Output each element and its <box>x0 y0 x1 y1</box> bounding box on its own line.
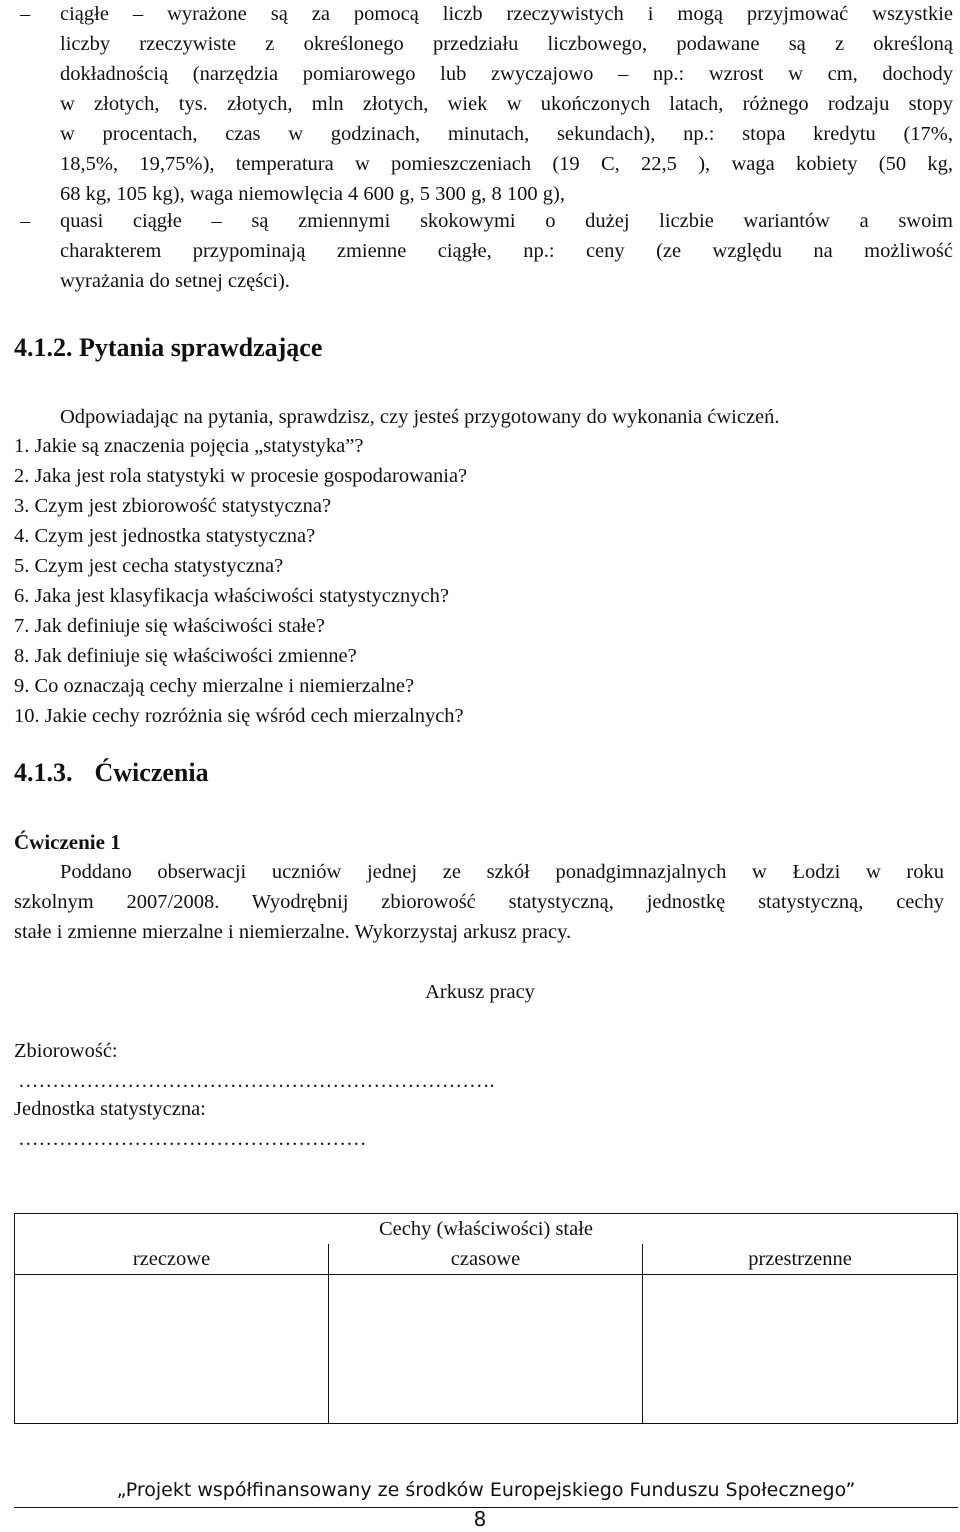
section-number: 4.1.3. <box>14 758 73 787</box>
jednostka-label: Jednostka statystyczna: <box>14 1098 206 1120</box>
question-item: 10. Jakie cechy rozróżnia się wśród cech mierzalnych? <box>14 705 464 727</box>
question-item: 7. Jak definiuje się właściwości stałe? <box>14 615 325 637</box>
question-item: 2. Jaka jest rola statystyki w procesie gospodarowania? <box>14 465 468 487</box>
paragraph-line: 68 kg, 105 kg), waga niemowlęcia 4 600 g, 5 300 g, 8 100 g), <box>60 183 566 205</box>
paragraph-line: Poddano obserwacji uczniów jednej ze szkół ponadgimnazjalnych w Łodzi w roku <box>60 861 944 883</box>
question-item: 4. Czym jest jednostka statystyczna? <box>14 525 316 547</box>
paragraph-line: quasi ciągłe – są zmiennymi skokowymi o dużej liczbie wariantów a swoim <box>60 210 953 232</box>
worksheet-title: Arkusz pracy <box>425 981 535 1003</box>
exercise-description <box>14 857 944 947</box>
table-column-header: czasowe <box>329 1244 643 1275</box>
jednostka-answer-line: …………………………………………… <box>18 1128 367 1150</box>
section-heading-questions: 4.1.2. Pytania sprawdzające <box>14 333 323 362</box>
question-item: 6. Jaka jest klasyfikacja właściwości statystycznych? <box>14 585 449 607</box>
questions-list <box>14 431 467 731</box>
list-bullet: – <box>20 3 31 25</box>
exercise-title: Ćwiczenie 1 <box>14 830 121 854</box>
paragraph-line: szkolnym 2007/2008. Wyodrębnij zbiorowość statystyczną, jednostkę statystyczną, cechy <box>14 891 944 913</box>
paragraph-line: charakterem przypominają zmienne ciągłe, np.: ceny (ze względu na możliwość <box>60 240 953 262</box>
paragraph-line: ciągłe – wyrażone są za pomocą liczb rzeczywistych i mogą przyjmować wszystkie <box>60 3 953 25</box>
list-bullet: – <box>20 210 31 232</box>
paragraph-line: wyrażania do setnej części). <box>60 270 290 292</box>
table-header: Cechy (właściwości) stałe <box>15 1214 958 1245</box>
question-item: 5. Czym jest cecha statystyczna? <box>14 555 284 577</box>
table-cell <box>329 1275 643 1424</box>
table-column-header: przestrzenne <box>643 1244 958 1275</box>
features-table <box>14 1213 958 1424</box>
question-item: 1. Jakie są znaczenia pojęcia „statystyka”? <box>14 435 364 457</box>
table-cell <box>15 1275 329 1424</box>
question-item: 8. Jak definiuje się właściwości zmienne? <box>14 645 357 667</box>
paragraph-line: stałe i zmienne mierzalne i niemierzalne. Wykorzystaj arkusz pracy. <box>14 921 572 943</box>
paragraph-line: dokładnością (narzędzia pomiarowego lub zwyczajowo – np.: wzrost w cm, dochody <box>60 63 953 85</box>
section-heading-exercises <box>14 757 209 789</box>
section-title: Ćwiczenia <box>94 758 209 787</box>
question-item: 3. Czym jest zbiorowość statystyczna? <box>14 495 332 517</box>
table-column-header: rzeczowe <box>15 1244 329 1275</box>
zbiorowosc-answer-line: ……………………………………………………………. <box>18 1070 495 1092</box>
table-cell <box>643 1275 958 1424</box>
question-item: 9. Co oznaczają cechy mierzalne i niemierzalne? <box>14 675 415 697</box>
page-number: 8 <box>473 1507 487 1531</box>
zbiorowosc-label: Zbiorowość: <box>14 1040 118 1062</box>
paragraph-line: w złotych, tys. złotych, mln złotych, wiek w ukończonych latach, różnego rodzaju stopy <box>60 93 953 115</box>
page-footer: „Projekt współfinansowany ze środków Europejskiego Funduszu Społecznego” <box>14 1473 958 1508</box>
questions-lead: Odpowiadając na pytania, sprawdzisz, czy jesteś przygotowany do wykonania ćwiczeń. <box>60 406 780 428</box>
paragraph-line: 18,5%, 19,75%), temperatura w pomieszczeniach (19 C, 22,5 ), waga kobiety (50 kg, <box>60 153 953 175</box>
paragraph-line: liczby rzeczywiste z określonego przedziału liczbowego, podawane są z określoną <box>60 33 953 55</box>
paragraph-line: w procentach, czas w godzinach, minutach, sekundach), np.: stopa kredytu (17%, <box>60 123 953 145</box>
